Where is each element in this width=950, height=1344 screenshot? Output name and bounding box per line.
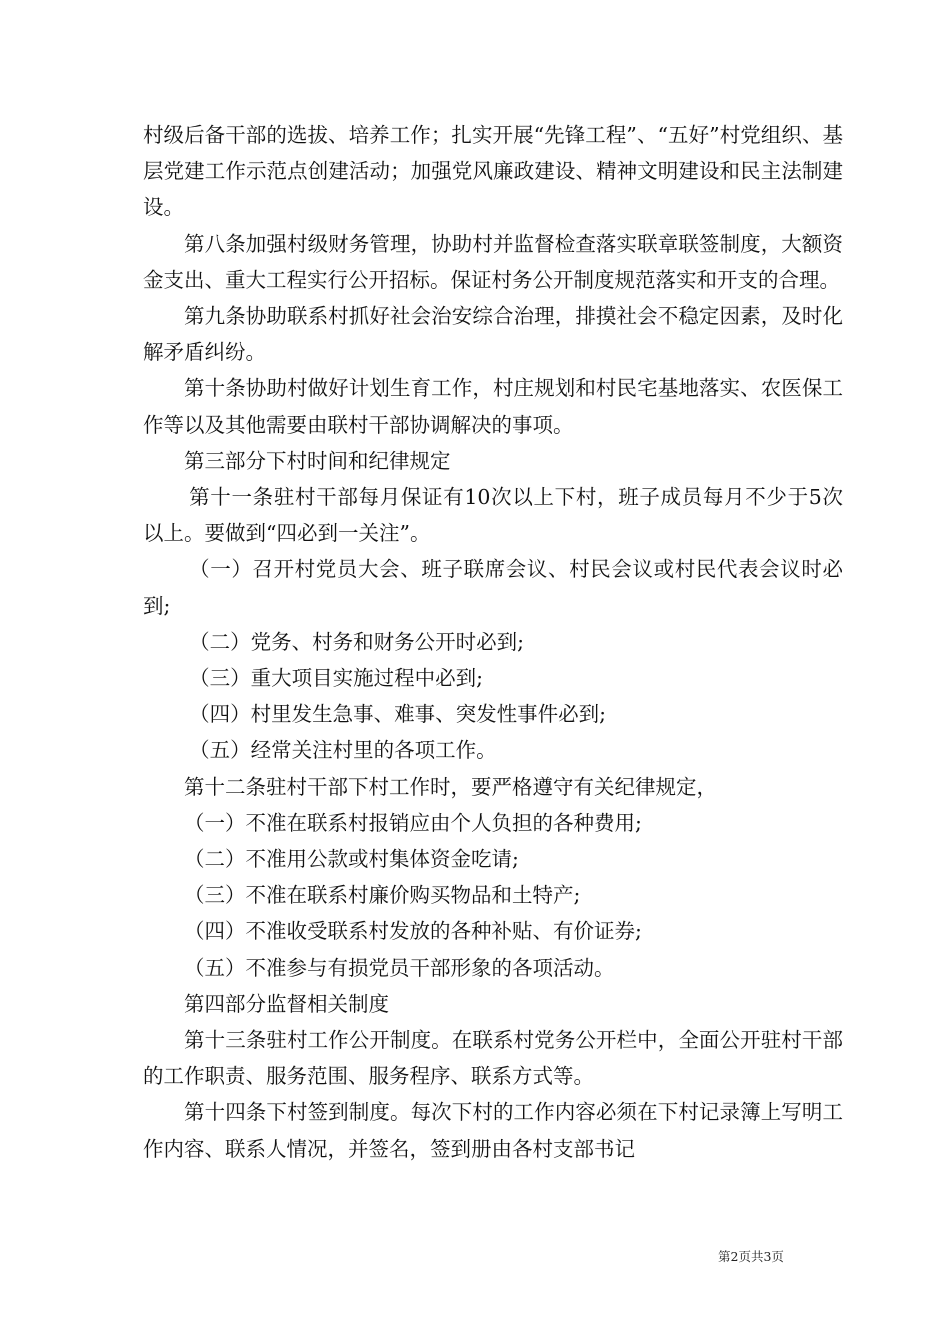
paragraph-continuation: 村级后备干部的选拔、培养工作；扎实开展“先锋工程”、“五好”村党组织、基层党建工作示范点创建活动；加强党风廉政建设、精神文明建设和民主法制建设。	[143, 123, 843, 220]
paragraph-article-14: 第十四条下村签到制度。每次下村的工作内容必须在下村记录簿上写明工作内容、联系人情况，并签名，签到册由各村支部书记	[143, 1100, 843, 1161]
paragraph-article-8: 第八条加强村级财务管理，协助村并监督检查落实联章联签制度，大额资金支出、重大工程实行公开招标。保证村务公开制度规范落实和开支的合理。	[143, 231, 843, 292]
list-item-must-attend-2: （二）党务、村务和财务公开时必到;	[189, 629, 525, 654]
paragraph-article-10: 第十条协助村做好计划生育工作，村庄规划和村民宅基地落实、农医保工作等以及其他需要由联村干部协调解决的事项。	[143, 376, 843, 437]
section-heading-part-3: 第三部分下村时间和纪律规定	[184, 448, 451, 473]
list-item-prohibition-1: （一）不准在联系村报销应由个人负担的各种费用;	[184, 810, 642, 835]
list-item-prohibition-2: （二）不准用公款或村集体资金吃请;	[184, 847, 519, 872]
paragraph-article-11: 第十一条驻村干部每月保证有10次以上下村，班子成员每月不少于5次以上。要做到“四必到一关注”。	[143, 485, 843, 546]
document-body	[143, 117, 843, 1167]
paragraph-article-9: 第九条协助联系村抓好社会治安综合治理，排摸社会不稳定因素，及时化解矛盾纠纷。	[143, 304, 843, 365]
list-item-prohibition-3: （三）不准在联系村廉价购买物品和土特产;	[184, 883, 581, 908]
list-item-prohibition-5: （五）不准参与有损党员干部形象的各项活动。	[184, 955, 615, 980]
list-item-must-attend-3: （三）重大项目实施过程中必到;	[189, 666, 484, 691]
list-item-must-attend-5: （五）经常关注村里的各项工作。	[189, 738, 497, 763]
section-heading-part-4: 第四部分监督相关制度	[184, 991, 389, 1016]
paragraph-article-12: 第十二条驻村干部下村工作时，要严格遵守有关纪律规定，	[184, 774, 717, 799]
list-item-must-attend-4: （四）村里发生急事、难事、突发性事件必到;	[189, 702, 607, 727]
paragraph-article-13: 第十三条驻村工作公开制度。在联系村党务公开栏中，全面公开驻村干部的工作职责、服务范围、服务程序、联系方式等。	[143, 1028, 843, 1089]
list-item-prohibition-4: （四）不准收受联系村发放的各种补贴、有价证券;	[184, 919, 642, 944]
page-number-footer: 第2页共3页	[718, 1249, 784, 1264]
list-item-must-attend-1: （一）召开村党员大会、班子联席会议、村民会议或村民代表会议时必到;	[143, 557, 843, 618]
